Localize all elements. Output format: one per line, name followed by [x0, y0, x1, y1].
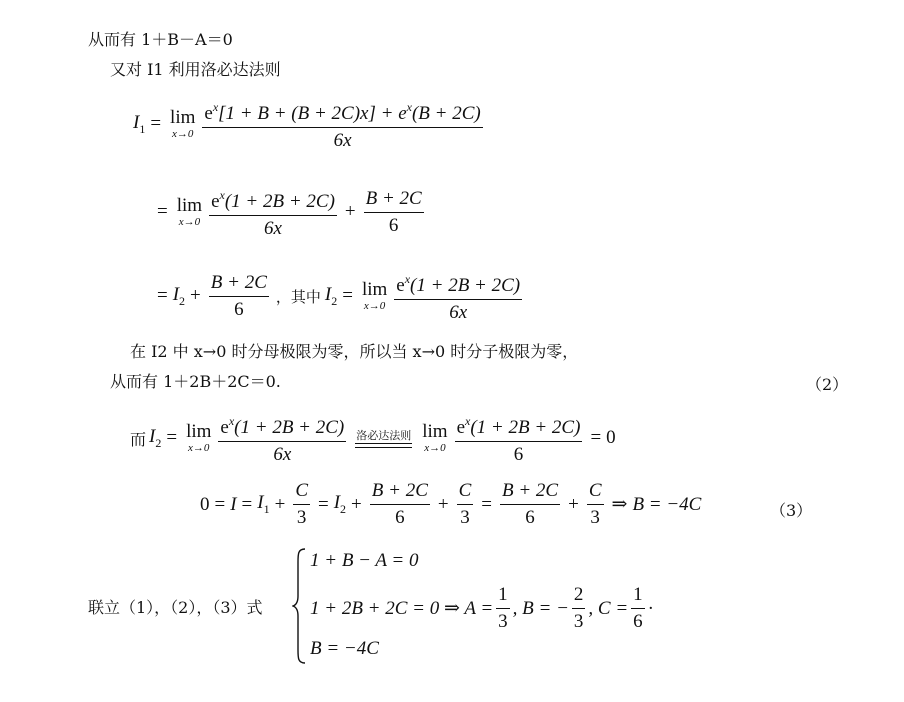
equation-label-2: （2） — [806, 375, 849, 394]
equation-step-5: 0 = I = $I_1$ + $\frac{C}{3}$ = $I_2$ + $\frac{B + 2C}{6}$ + $\frac{C}{3}$ = $\frac{B + 2C}{6}$ + $\frac{C}{3}$ ⇒ B = −4C — [200, 480, 702, 528]
equation-i2: 而 $I_2$ = lim x→0 $\frac{e^x(1 + 2B + 2C)}{6x}$ 洛必达法则 lim x→0 $\frac{e^x(1 + 2B + 2C)}{6}$ = 0 — [130, 410, 616, 466]
system-brace — [292, 548, 306, 664]
text-line-2: 又对 I1 利用洛必达法则 — [110, 60, 281, 79]
equation-label-3: （3） — [770, 501, 813, 520]
system-row-1: 1 + B − A = 0 — [310, 550, 419, 571]
text-line-3: 在 I2 中 x→0 时分母极限为零，所以当 x→0 时分子极限为零， — [130, 342, 579, 361]
var-i1: $I_1$ — [133, 111, 146, 136]
text-line-5: 联立（1），（2），（3）式 — [88, 598, 263, 617]
text-line-1: 从而有 1＋B－A＝0 — [88, 30, 233, 49]
equation-i1 — [133, 96, 486, 152]
system-row-3: B = −4C — [310, 638, 379, 659]
system-row-2: 1 + 2B + 2C = 0 ⇒ A = $\frac{1}{3}$ , B = − $\frac{2}{3}$ , C = $\frac{1}{6}$ · — [310, 584, 654, 632]
lhopital-note: 洛必达法则 — [355, 429, 412, 448]
equation-step-2: = lim x→0 $\frac{e^x(1 + 2B + 2C)}{6x}$ + $\frac{B + 2C}{6}$ — [152, 184, 427, 240]
limit-operator: lim x→0 — [170, 107, 196, 140]
text-line-4: 从而有 1＋2B＋2C＝0. — [110, 372, 281, 391]
equals-sign: = — [150, 113, 162, 134]
equation-step-3: = $I_2$ + $\frac{B + 2C}{6}$ ，其中 $I_2$ = lim x→0 $\frac{e^x(1 + 2B + 2C)}{6x}$ — [152, 268, 525, 324]
fraction-main: $\frac{e^x[1 + B + (B + 2C)x] + e^x(B + 2C)}{6x}$ — [202, 96, 482, 152]
